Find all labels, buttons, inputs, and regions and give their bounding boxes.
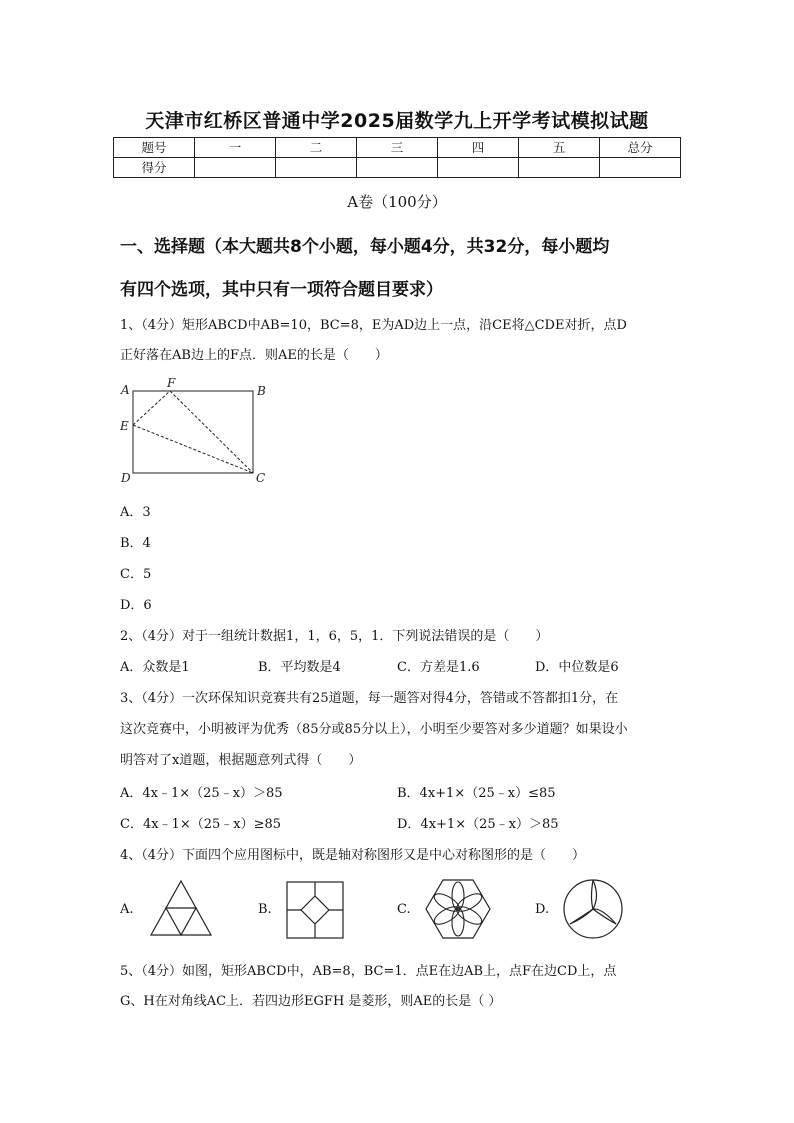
score-blank-cell[interactable] — [195, 158, 276, 178]
score-blank-cell[interactable] — [357, 158, 438, 178]
q4-option-d-label[interactable]: D. — [535, 902, 550, 917]
score-table — [113, 137, 681, 178]
q1-rectangle-figure — [112, 378, 277, 490]
q2-option-c[interactable]: C．方差是1.6 — [397, 660, 480, 675]
q4-option-a-label[interactable]: A. — [120, 902, 134, 917]
score-row-label: 得分 — [114, 158, 195, 178]
q2-option-a[interactable]: A．众数是1 — [120, 660, 190, 675]
score-blank-cell[interactable] — [519, 158, 600, 178]
score-blank-cell[interactable] — [600, 158, 681, 178]
score-header-cell: 四 — [438, 138, 519, 158]
label-c: C — [256, 471, 266, 485]
q1-option-c[interactable]: C．5 — [120, 567, 152, 582]
q4-hexagon-flower-icon[interactable] — [424, 878, 492, 940]
section-title: A卷（100分） — [347, 193, 447, 211]
q1-option-b[interactable]: B．4 — [120, 536, 151, 551]
q1-text-line2: 正好落在AB边上的F点．则AE的长是（ ） — [120, 348, 388, 363]
q1-text-line1: 1、（4分）矩形ABCD中AB=10，BC=8，E为AD边上一点，沿CE将△CDE对折，点D — [120, 318, 627, 333]
q5-text-line1: 5、（4分）如图，矩形ABCD中，AB=8，BC=1．点E在边AB上，点F在边CD上，点 — [120, 964, 617, 979]
score-header-cell: 二 — [276, 138, 357, 158]
q2-option-b[interactable]: B．平均数是4 — [258, 660, 341, 675]
q3-text-line2: 这次竞赛中，小明被评为优秀（85分或85分以上），小明至少要答对多少道题？如果设小 — [120, 722, 628, 737]
label-e: E — [120, 419, 129, 433]
page-title: 天津市红桥区普通中学2025届数学九上开学考试模拟试题 — [145, 110, 649, 132]
section-heading-line2: 有四个选项，其中只有一项符合题目要求） — [120, 280, 443, 300]
q3-option-c[interactable]: C．4x﹣1×（25﹣x）≥85 — [120, 817, 282, 832]
label-a: A — [121, 383, 130, 397]
section-heading-line1: 一、选择题（本大题共8个小题，每小题4分，共32分，每小题均 — [120, 237, 610, 257]
q3-option-d[interactable]: D．4x+1×（25﹣x）＞85 — [397, 817, 559, 832]
score-header-cell: 题号 — [114, 138, 195, 158]
q2-option-d[interactable]: D．中位数是6 — [535, 660, 619, 675]
score-table-header-row — [114, 138, 681, 158]
q4-circle-blade-icon[interactable] — [562, 878, 624, 940]
score-header-cell: 三 — [357, 138, 438, 158]
q5-text-line2: G、H在对角线AC上．若四边形EGFH 是菱形，则AE的长是（ ） — [120, 994, 502, 1009]
score-header-cell: 五 — [519, 138, 600, 158]
label-f: F — [167, 378, 176, 390]
score-table-score-row — [114, 158, 681, 178]
q3-text-line3: 明答对了x道题，根据题意列式得（ ） — [120, 753, 362, 768]
q3-option-a[interactable]: A．4x﹣1×（25﹣x）＞85 — [120, 786, 283, 801]
q2-text-line1: 2、（4分）对于一组统计数据1，1，6，5，1．下列说法错误的是（ ） — [120, 629, 549, 644]
fold-line-ec — [133, 425, 253, 473]
label-d: D — [121, 471, 131, 485]
score-blank-cell[interactable] — [438, 158, 519, 178]
q4-option-b-label[interactable]: B. — [258, 902, 272, 917]
score-header-cell: 一 — [195, 138, 276, 158]
rectangle-abcd — [133, 391, 253, 473]
q4-pinwheel-square-icon[interactable] — [285, 880, 345, 940]
q3-option-b[interactable]: B．4x+1×（25﹣x）≤85 — [397, 786, 556, 801]
q4-option-c-label[interactable]: C. — [397, 902, 411, 917]
q1-option-a[interactable]: A．3 — [120, 505, 151, 520]
label-b: B — [257, 384, 266, 398]
q4-triangle-icon[interactable] — [148, 878, 214, 938]
q1-option-d[interactable]: D．6 — [120, 598, 152, 613]
q3-text-line1: 3、（4分）一次环保知识竞赛共有25道题，每一题答对得4分，答错或不答都扣1分，在 — [120, 691, 619, 706]
fold-line-ef — [133, 391, 170, 425]
score-blank-cell[interactable] — [276, 158, 357, 178]
q4-text-line1: 4、（4分）下面四个应用图标中，既是轴对称图形又是中心对称图形的是（ ） — [120, 848, 586, 863]
fold-line-fc — [170, 391, 253, 473]
score-header-cell: 总分 — [600, 138, 681, 158]
